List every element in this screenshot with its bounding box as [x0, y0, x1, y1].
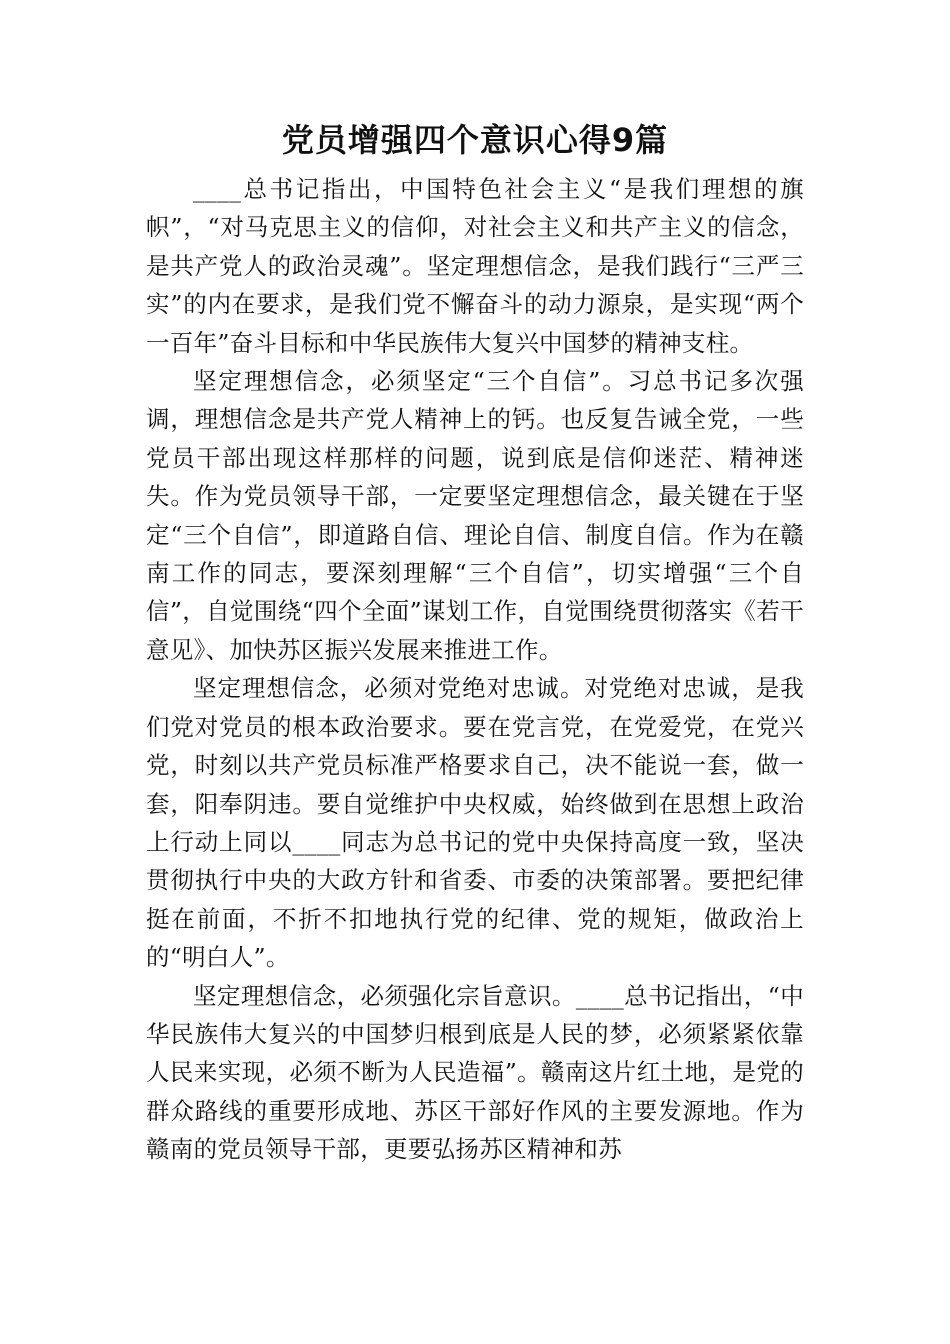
- document-title: 党员增强四个意识心得9篇: [281, 121, 669, 159]
- document-body: [146, 170, 804, 1169]
- paragraph-3: 坚定理想信念，必须对党绝对忠诚。对党绝对忠诚，是我们党对党员的根本政治要求。要在党言党，在党爱党，在党兴党，时刻以共产党员标准严格要求自己，决不能说一套，做一套，阳奉阴违。要自觉维护中央权威，始终做到在思想上政治上行动上同以____同志为总书记的党中央保持高度一致，坚决贯彻执行中央的大政方针和省委、市委的决策部署。要把纪律挺在前面，不折不扣地执行党的纪律、党的规矩，做政治上的“明白人”。: [146, 674, 804, 972]
- paragraph-2: 坚定理想信念，必须坚定“三个自信”。习总书记多次强调，理想信念是共产党人精神上的钙。也反复告诫全党，一些党员干部出现这样那样的问题，说到底是信仰迷茫、精神迷失。作为党员领导干部，一定要坚定理想信念，最关键在于坚定“三个自信”，即道路自信、理论自信、制度自信。作为在赣南工作的同志，要深刻理解“三个自信”，切实增强“三个自信”，自觉围绕“四个全面”谋划工作，自觉围绕贯彻落实《若干意见》、加快苏区振兴发展来推进工作。: [146, 367, 805, 664]
- paragraph-4: 坚定理想信念，必须强化宗旨意识。____总书记指出，“中华民族伟大复兴的中国梦归根到底是人民的梦，必须紧紧依靠人民来实现，必须不断为人民造福”。赣南这片红土地，是党的群众路线的重要形成地、苏区干部好作风的主要发源地。作为赣南的党员领导干部，更要弘扬苏区精神和苏: [146, 981, 804, 1164]
- paragraph-1: ____总书记指出，中国特色社会主义“是我们理想的旗帜”，“对马克思主义的信仰，对社会主义和共产主义的信念，是共产党人的政治灵魂”。坚定理想信念，是我们践行“三严三实”的内在要求，是我们党不懈奋斗的动力源泉，是实现“两个一百年”奋斗目标和中华民族伟大复兴中国梦的精神支柱。: [146, 175, 804, 357]
